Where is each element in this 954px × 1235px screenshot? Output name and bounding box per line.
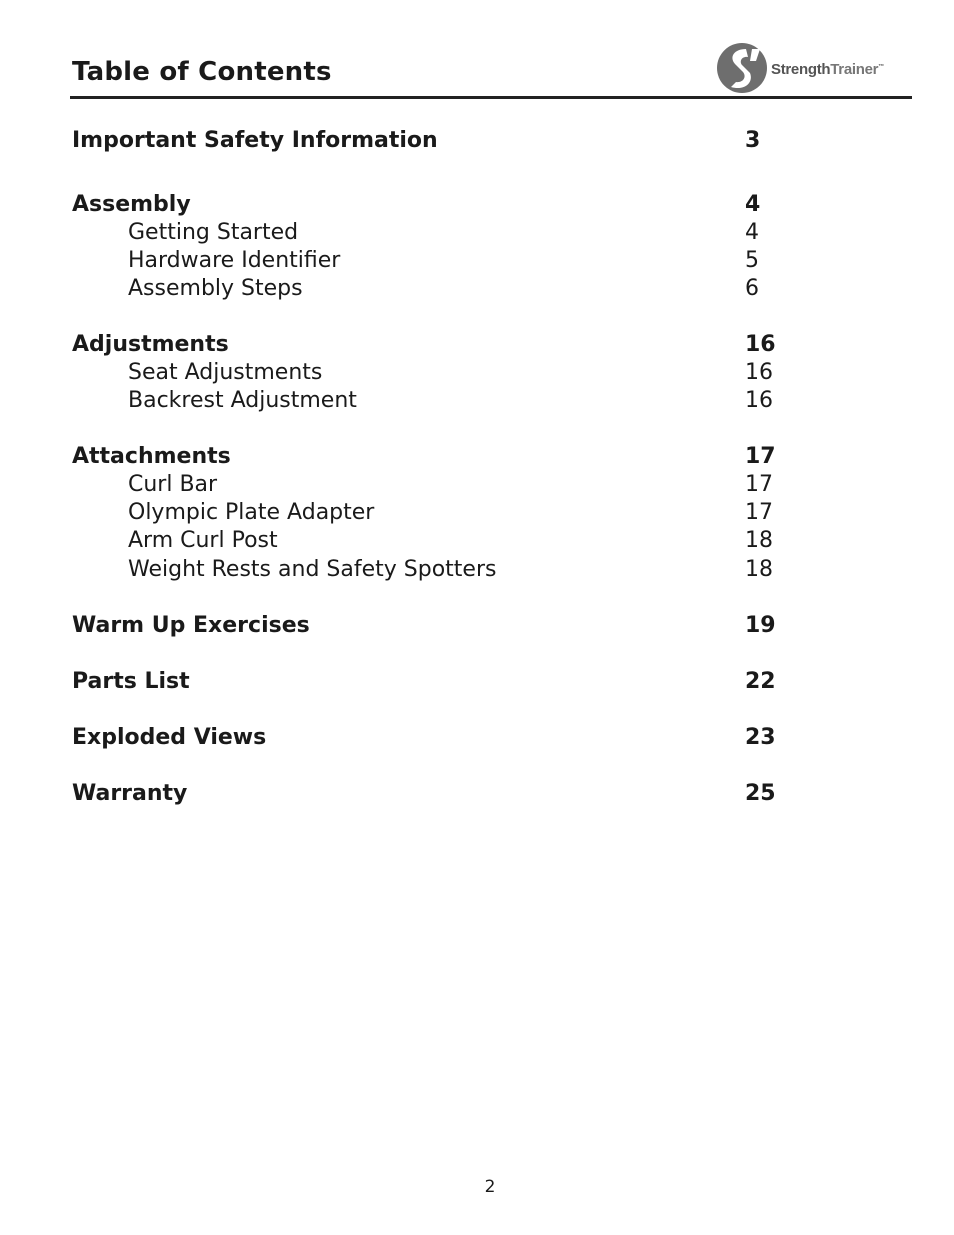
toc-entry-page: 4	[745, 192, 761, 217]
toc-section-entry	[0, 443, 954, 471]
strengthtrainer-logo-icon	[716, 41, 770, 95]
toc-section-entry	[0, 127, 954, 155]
toc-entry-title: Hardware Identifier	[128, 248, 341, 273]
toc-entry-page: 19	[745, 613, 776, 638]
toc-entry-page: 23	[745, 725, 776, 750]
toc-subsection-entry	[0, 219, 954, 247]
toc-entry-page: 22	[745, 669, 776, 694]
toc-subsection-entry	[0, 556, 954, 584]
toc-entry-page: 25	[745, 781, 776, 806]
toc-entry-title: Arm Curl Post	[128, 528, 278, 553]
page-title: Table of Contents	[72, 57, 332, 87]
toc-entry-title: Adjustments	[72, 332, 229, 357]
toc-entry-page: 17	[745, 472, 773, 497]
toc-entry-page: 18	[745, 557, 773, 582]
page-number: 2	[484, 1177, 496, 1197]
toc-entry-page: 5	[745, 248, 759, 273]
toc-subsection-entry	[0, 499, 954, 527]
toc-section-entry	[0, 331, 954, 359]
toc-entry-title: Weight Rests and Safety Spotters	[128, 557, 497, 582]
toc-entry-page: 3	[745, 128, 761, 153]
brand-wordmark: StrengthTrainer™	[771, 61, 884, 78]
toc-entry-page: 16	[745, 332, 776, 357]
toc-entry-title: Warranty	[72, 781, 188, 806]
toc-entry-title: Exploded Views	[72, 725, 267, 750]
header-rule	[70, 96, 912, 99]
toc-entry-title: Curl Bar	[128, 472, 218, 497]
toc-subsection-entry	[0, 471, 954, 499]
toc-entry-title: Backrest Adjustment	[128, 388, 357, 413]
toc-entry-page: 17	[745, 444, 776, 469]
toc-entry-title: Important Safety Information	[72, 128, 438, 153]
toc-entry-page: 16	[745, 388, 773, 413]
toc-section-entry	[0, 724, 954, 752]
toc-section-entry	[0, 612, 954, 640]
toc-entry-page: 16	[745, 360, 773, 385]
brand-logo	[716, 41, 912, 95]
toc-entry-page: 18	[745, 528, 773, 553]
toc-subsection-entry	[0, 359, 954, 387]
toc-entry-title: Parts List	[72, 669, 190, 694]
toc-subsection-entry	[0, 275, 954, 303]
toc-entry-title: Olympic Plate Adapter	[128, 500, 375, 525]
toc-entry-page: 4	[745, 220, 759, 245]
toc-subsection-entry	[0, 387, 954, 415]
toc-subsection-entry	[0, 527, 954, 555]
toc-entry-title: Assembly Steps	[128, 276, 303, 301]
toc-section-entry	[0, 191, 954, 219]
toc-entry-title: Assembly	[72, 192, 191, 217]
toc-entry-title: Attachments	[72, 444, 231, 469]
toc-section-entry	[0, 780, 954, 808]
toc-subsection-entry	[0, 247, 954, 275]
toc-entry-title: Warm Up Exercises	[72, 613, 310, 638]
toc-entry-title: Getting Started	[128, 220, 299, 245]
toc-entry-title: Seat Adjustments	[128, 360, 323, 385]
toc-entry-page: 17	[745, 500, 773, 525]
toc-section-entry	[0, 668, 954, 696]
toc-entry-page: 6	[745, 276, 759, 301]
